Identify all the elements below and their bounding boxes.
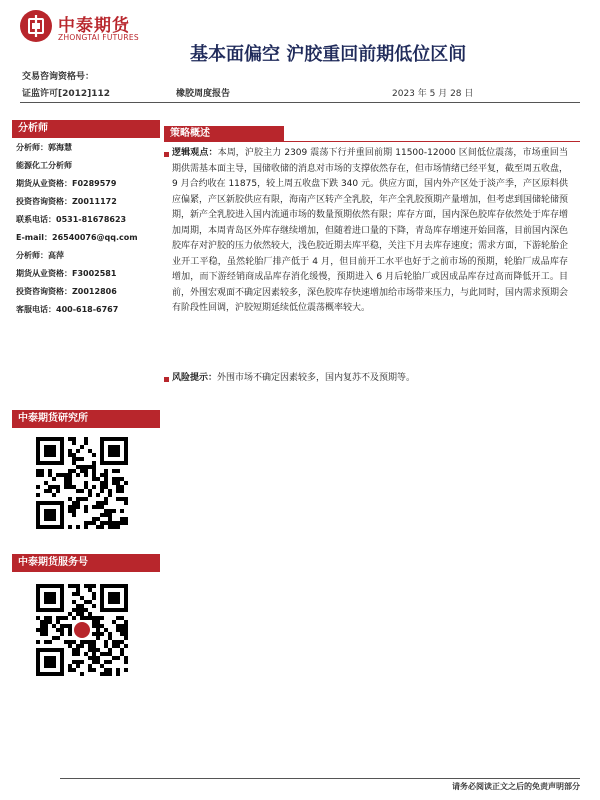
analyst-line: 分析师：郭海慧 <box>16 143 72 152</box>
bullet-icon <box>164 152 169 157</box>
strategy-section-rule <box>164 141 580 142</box>
company-logo <box>20 10 160 46</box>
institute-section-header: 中泰期货研究所 <box>12 410 160 428</box>
risk-paragraph <box>172 371 568 387</box>
footer-disclaimer: 请务必阅读正文之后的免责声明部分 <box>452 782 580 791</box>
analyst-line: 能源化工分析师 <box>16 161 72 170</box>
analyst-line: E-mail：26540076@qq.com <box>16 233 138 242</box>
institute-qr-code-icon <box>36 437 128 529</box>
footer-divider <box>60 778 580 779</box>
logic-text: 本周，沪胶主力 2309 震荡下行并重回前期 11500-12000 区间低位震荡，市场重回当期供需基本面主导，国储收储的消息对市场的支撑依然存在，但市场情绪已经平复，截至周五收盘，9 月合约收在 11875，较上周五收盘下跌 340 元。供应方面，国内外产区处于淡产季，产区原料供应偏紧，产区新胶供应有限，海南产区转产全乳胶，年产全乳胶预期产量增加，但考虑到国储轮储预期，新产全乳胶进入国内流通市场的数量预期依然有限；库存方面，国内深色胶库存依然处于库存增加周期，本周青岛区外库存继续增加，但随着进口量的下降，青岛库存增速开始回落，目前国内深色胶库存对沪胶的压力依然较大，浅色胶近期去库平稳，关注下月去库存速度；需求方面，下游轮胎企业开工平稳，虽然轮胎厂排产低于 4 月，但目前开工水平也好于之前市场的预期，轮胎厂成品库存增加，而下游经销商成品库存消化缓慢，预期进入 6 月后轮胎厂或因成品库存过高而降低开工。目前，外围宏观面不确定因素较多，深色胶库存快速增加给市场带来压力，与此同时，国内需求预期会有阶段性回调，沪胶短期延续低位震荡概率较大。 <box>172 148 569 313</box>
analyst-line: 投资咨询资格：Z0012806 <box>16 287 117 296</box>
analyst-line: 客服电话：400-618-6767 <box>16 305 119 314</box>
license-number: 证监许可[2012]112 <box>22 89 111 99</box>
report-title: 基本面偏空 沪胶重回前期低位区间 <box>190 44 467 65</box>
analyst-line: 联系电话：0531-81678623 <box>16 215 127 224</box>
risk-text: 外围市场不确定因素较多，国内复苏不及预期等。 <box>217 373 416 383</box>
analyst-section-header: 分析师 <box>12 120 160 138</box>
logo-emblem-icon <box>20 10 52 42</box>
brand-name-cn: 中泰期货 <box>58 16 130 36</box>
strategy-section-title: 策略概述 <box>164 126 284 142</box>
header-divider <box>20 102 580 103</box>
brand-name-en: ZHONGTAI FUTURES <box>58 33 139 42</box>
risk-label: 风险提示： <box>172 373 218 383</box>
analyst-line: 期货从业资格：F0289579 <box>16 179 117 188</box>
service-section-header: 中泰期货服务号 <box>12 554 160 572</box>
logic-label: 逻辑观点： <box>172 148 218 158</box>
report-date: 2023 年 5 月 28 日 <box>392 89 474 99</box>
logic-paragraph <box>172 146 568 317</box>
service-qr-code-icon <box>36 584 128 676</box>
analyst-line: 分析师：高萍 <box>16 251 64 260</box>
analyst-line: 投资咨询资格：Z0011172 <box>16 197 117 206</box>
qualification-label: 交易咨询资格号： <box>22 72 95 82</box>
bullet-icon <box>164 377 169 382</box>
strategy-section-header <box>164 126 580 142</box>
report-type: 橡胶周度报告 <box>176 89 231 99</box>
analyst-line: 期货从业资格：F3002581 <box>16 269 117 278</box>
